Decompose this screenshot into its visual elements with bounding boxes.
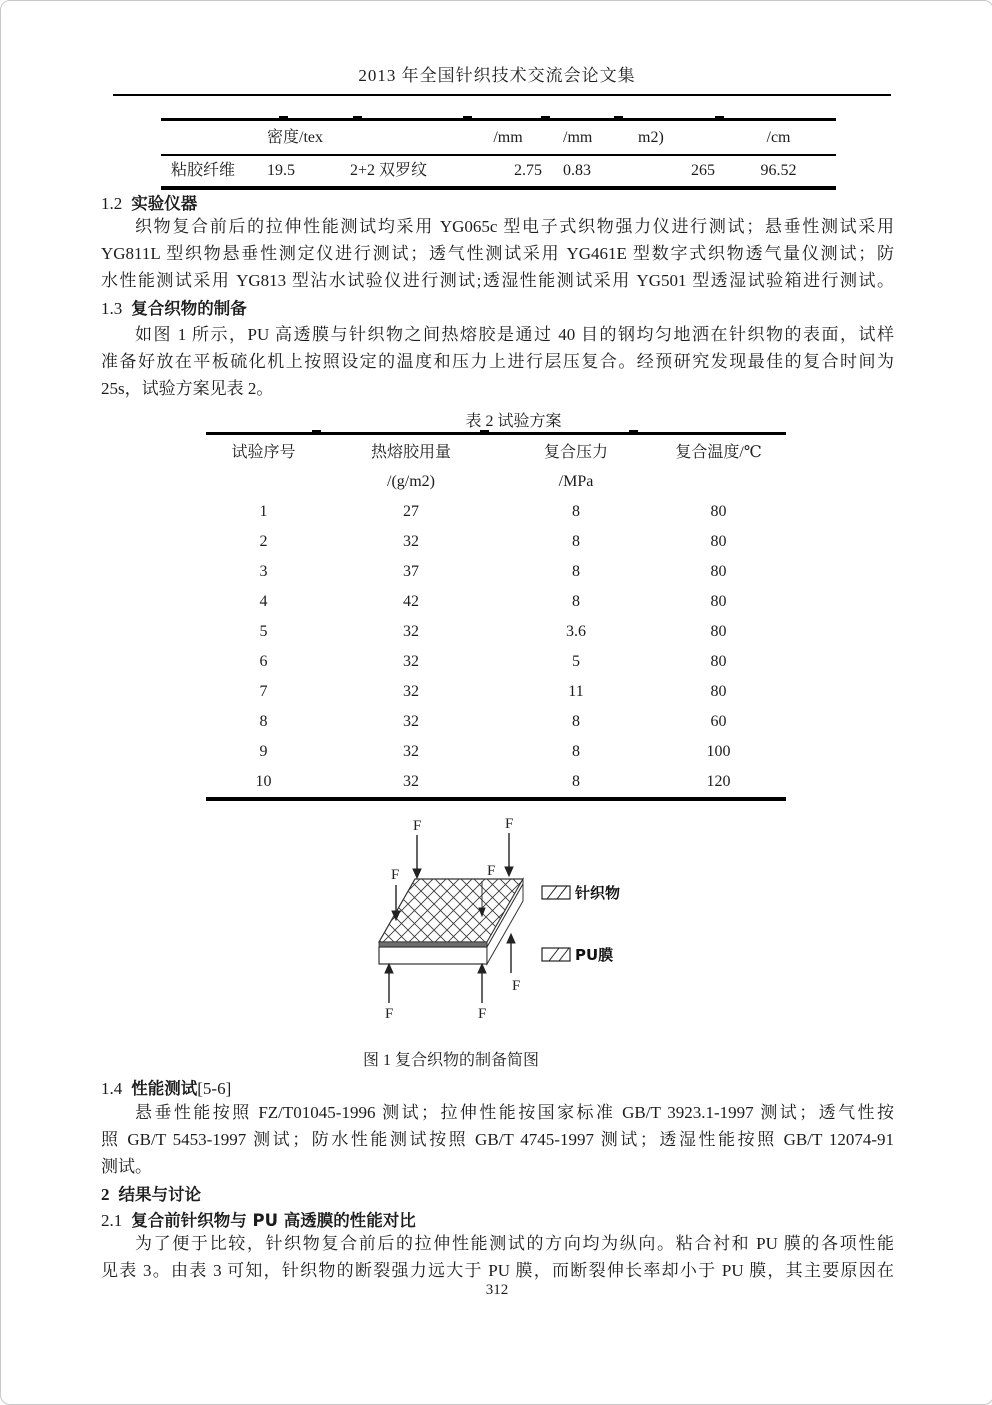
table-cell: 7 (259, 683, 268, 700)
table-cell: 5 (259, 623, 268, 640)
paragraph-1-4 (101, 1099, 894, 1180)
table-cell: 8 (259, 713, 268, 730)
table-cell: 32 (403, 683, 419, 700)
page-number: 312 (485, 1282, 509, 1298)
table-cell: 80 (710, 623, 727, 640)
paragraph-1-2 (101, 213, 894, 294)
section-title: 复合前针织物与 PU 高透膜的性能对比 (131, 1211, 416, 1230)
section-heading-2-1 (101, 1207, 416, 1231)
table-cell: 32 (403, 623, 419, 640)
table-row (206, 617, 786, 647)
table-cell: 19.5 (267, 162, 295, 179)
table-border-tick (463, 116, 472, 120)
force-label: F (385, 1006, 394, 1022)
table-row (206, 767, 786, 797)
table-cell: 0.83 (563, 162, 591, 179)
table-header-cell (206, 467, 321, 497)
table-cell: 80 (710, 563, 727, 580)
table-cell: 32 (403, 653, 419, 670)
table-cell: 37 (403, 563, 419, 580)
section-number: 1.4 (101, 1079, 123, 1098)
table-cell: 5 (572, 653, 580, 670)
legend-label: 针织物 (575, 884, 621, 902)
section-title: 结果与讨论 (118, 1185, 201, 1204)
force-label: F (512, 978, 521, 994)
section-title: 复合织物的制备 (131, 299, 247, 318)
table-border-tick (353, 116, 362, 120)
table-row (206, 557, 786, 587)
table-cell: 8 (572, 743, 580, 760)
table-cell: 3.6 (566, 623, 586, 640)
figure-1 (369, 813, 639, 1045)
composite-preparation-diagram (369, 813, 639, 1045)
table-row (206, 647, 786, 677)
table-continued-header-row (161, 121, 836, 156)
paragraph-line: 25s，试验方案见表 2。 (101, 379, 274, 398)
table-cell: 100 (706, 743, 731, 760)
section-number: 2.1 (101, 1211, 123, 1230)
table-cell: 8 (572, 563, 580, 580)
adhesive-strip (379, 942, 487, 947)
force-label: F (391, 867, 400, 883)
paragraph-line: 水性能测试采用 YG813 型沾水试验仪进行测试;透湿性能测试采用 YG501 型透湿试验箱进行测试。 (101, 271, 894, 290)
table-cell: 32 (403, 533, 419, 550)
table-cell: 32 (403, 773, 419, 790)
table-header-cell: 复合压力 (543, 444, 608, 461)
table-cell: 265 (691, 162, 715, 179)
table-cell: 2+2 双罗纹 (350, 162, 428, 179)
table-cell: 80 (710, 503, 727, 520)
paragraph-2-1 (101, 1230, 894, 1284)
table-cell: 粘胶纤维 (171, 162, 236, 179)
table-header-cell: 热熔胶用量 (370, 444, 451, 461)
table-border-tick (480, 430, 489, 434)
table-header-cell (338, 121, 458, 154)
table2-caption: 表 2 试验方案 (465, 413, 562, 430)
table-border-tick (715, 116, 724, 120)
paragraph-line: YG811L 型织物悬垂性测定仪进行测试；透气性测试采用 YG461E 型数字式织物透气量仪测试；防 (101, 244, 894, 263)
paragraph-line: 见表 3。由表 3 可知，针织物的断裂强力远大于 PU 膜，而断裂伸长率却小于 PU 膜，其主要原因在 (101, 1261, 894, 1280)
force-label: F (413, 818, 422, 834)
table-header-cell: m2) (638, 129, 664, 146)
table-cell: 80 (710, 653, 727, 670)
table-header-cell: /(g/m2) (387, 473, 435, 490)
table2-header-row (206, 435, 786, 467)
table-row (206, 737, 786, 767)
pu-film-front-face (379, 947, 487, 964)
table-cell: 32 (403, 743, 419, 760)
table-cell: 8 (572, 593, 580, 610)
table-cell: 32 (403, 713, 419, 730)
section-heading-1-4 (101, 1075, 231, 1099)
table-cell: 8 (572, 713, 580, 730)
table-header-cell: /MPa (558, 473, 594, 490)
table-border-tick (279, 116, 288, 120)
force-label: F (478, 1006, 487, 1022)
table-border-tick (614, 116, 623, 120)
legend-label: PU膜 (575, 946, 614, 964)
table-row (161, 156, 836, 186)
legend-pu-film (542, 946, 613, 964)
table-cell: 96.52 (760, 162, 797, 179)
table-cell: 6 (259, 653, 268, 670)
table2-body (206, 497, 786, 797)
table-cell: 2 (259, 533, 268, 550)
legend-knitted-fabric (542, 884, 620, 902)
force-label: F (487, 863, 496, 879)
paragraph-line: 织物复合前后的拉伸性能测试均采用 YG065c 型电子式织物强力仪进行测试；悬垂性测试采用 (135, 217, 894, 236)
paragraph-line: 准备好放在平板硫化机上按照设定的温度和压力上进行层压复合。经预研究发现最佳的复合时间为 (101, 352, 894, 371)
citation-ref: [5-6] (197, 1079, 232, 1098)
table-header-cell: 试验序号 (231, 444, 296, 461)
table-header-cell (651, 467, 786, 497)
table-cell: 11 (568, 683, 584, 700)
force-label: F (505, 816, 514, 832)
section-number: 1.3 (101, 299, 123, 318)
table-row (206, 677, 786, 707)
page-header-title: 2013 年全国针织技术交流会论文集 (358, 66, 636, 85)
section-heading-2 (101, 1181, 201, 1205)
paragraph-line: 如图 1 所示，PU 高透膜与针织物之间热熔胶是通过 40 目的钢均匀地洒在针织物的表面，试样 (135, 325, 894, 344)
table-cell: 9 (259, 743, 268, 760)
table-cell: 60 (710, 713, 727, 730)
table-cell: 80 (710, 593, 727, 610)
paragraph-line: 照 GB/T 5453-1997 测试；防水性能测试按照 GB/T 4745-1997 测试；透湿性能按照 GB/T 12074-91 (101, 1130, 894, 1149)
section-heading-1-3 (101, 295, 247, 319)
table-border-tick (629, 430, 638, 434)
table-row (206, 587, 786, 617)
table-cell: 80 (710, 683, 727, 700)
table-header-cell: /mm (563, 129, 593, 146)
table-cell: 4 (259, 593, 268, 610)
table-cell: 8 (572, 773, 580, 790)
figure-caption: 图 1 复合织物的制备简图 (362, 1052, 539, 1069)
table-row (206, 707, 786, 737)
table-header-cell: 复合温度/℃ (675, 444, 762, 461)
section-title: 实验仪器 (131, 194, 198, 213)
table-cell: 1 (259, 503, 268, 520)
paragraph-line: 测试。 (101, 1157, 152, 1176)
table-cell: 120 (706, 773, 731, 790)
table-header-cell: 密度/tex (267, 129, 323, 146)
table-header-cell: /mm (493, 129, 523, 146)
section-heading-1-2 (101, 190, 197, 214)
table-cell: 3 (259, 563, 268, 580)
section-number: 2 (101, 1185, 110, 1204)
table-cell: 2.75 (514, 162, 542, 179)
table-border-tick (312, 430, 321, 434)
table-cell: 8 (572, 533, 580, 550)
table-row (206, 527, 786, 557)
table2 (206, 432, 786, 801)
header-divider (113, 94, 891, 96)
section-number: 1.2 (101, 194, 123, 213)
paragraph-line: 为了便于比较，针织物复合前后的拉伸性能测试的方向均为纵向。粘合衬和 PU 膜的各项性能 (135, 1234, 894, 1253)
table-cell: 27 (403, 503, 419, 520)
paragraph-1-3 (101, 321, 894, 402)
table-cell: 42 (403, 593, 419, 610)
table-row (206, 497, 786, 527)
table-header-cell (161, 121, 256, 154)
table2-subheader-row (206, 467, 786, 497)
table-border-tick (541, 116, 550, 120)
table-cell: 80 (710, 533, 727, 550)
table-cell: 8 (572, 503, 580, 520)
table-continued (161, 118, 836, 190)
paragraph-line: 悬垂性能按照 FZ/T01045-1996 测试；拉伸性能按国家标准 GB/T 3923.1-1997 测试；透气性按 (135, 1103, 894, 1122)
section-title: 性能测试 (131, 1079, 198, 1098)
table-cell: 10 (255, 773, 272, 790)
table-header-cell: /cm (766, 129, 791, 146)
